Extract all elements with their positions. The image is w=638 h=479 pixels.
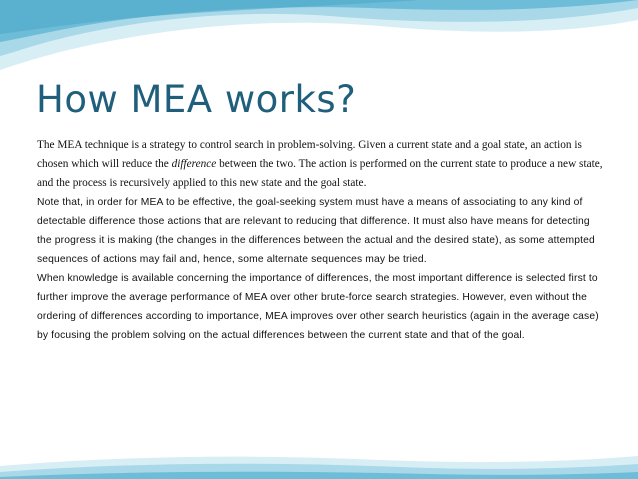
paragraph-knowledge: When knowledge is available concerning the importance of differences, the most important difference is selected first to further improve the average performance of MEA over other brute-force search strategies. However, even without the ordering of differences according to importance, MEA improves over other search heuristics (again in the average case) by focusing the problem solving on the actual differences between the current state and that of the goal. xyxy=(37,273,599,341)
paragraph-note: Note that, in order for MEA to be effective, the goal-seeking system must have a means of associating to any kind of detectable difference those actions that are relevant to reducing that difference. It must also have means for detecting the progress it is making (the changes in the differences between the actual and the desired state), as some attempted sequences of actions may fail and, hence, some alternate sequences may be tried. xyxy=(37,197,595,265)
slide-title: How MEA works? xyxy=(36,78,357,121)
emphasized-word: difference xyxy=(171,158,217,170)
paragraph-text: The MEA technique is a strategy to control search in problem-solving. Given a current state and a goal state, an action is chosen which will reduce the xyxy=(37,139,582,170)
paragraph-text: between the two. The action is performed on the current state to produce a new state, and the process is recursively applied to this new state and the goal state. xyxy=(37,158,603,189)
paragraph-mea-technique xyxy=(37,136,607,193)
slide-body xyxy=(37,136,607,345)
top-wave-decoration xyxy=(0,0,638,80)
bottom-wave-decoration xyxy=(0,452,638,479)
